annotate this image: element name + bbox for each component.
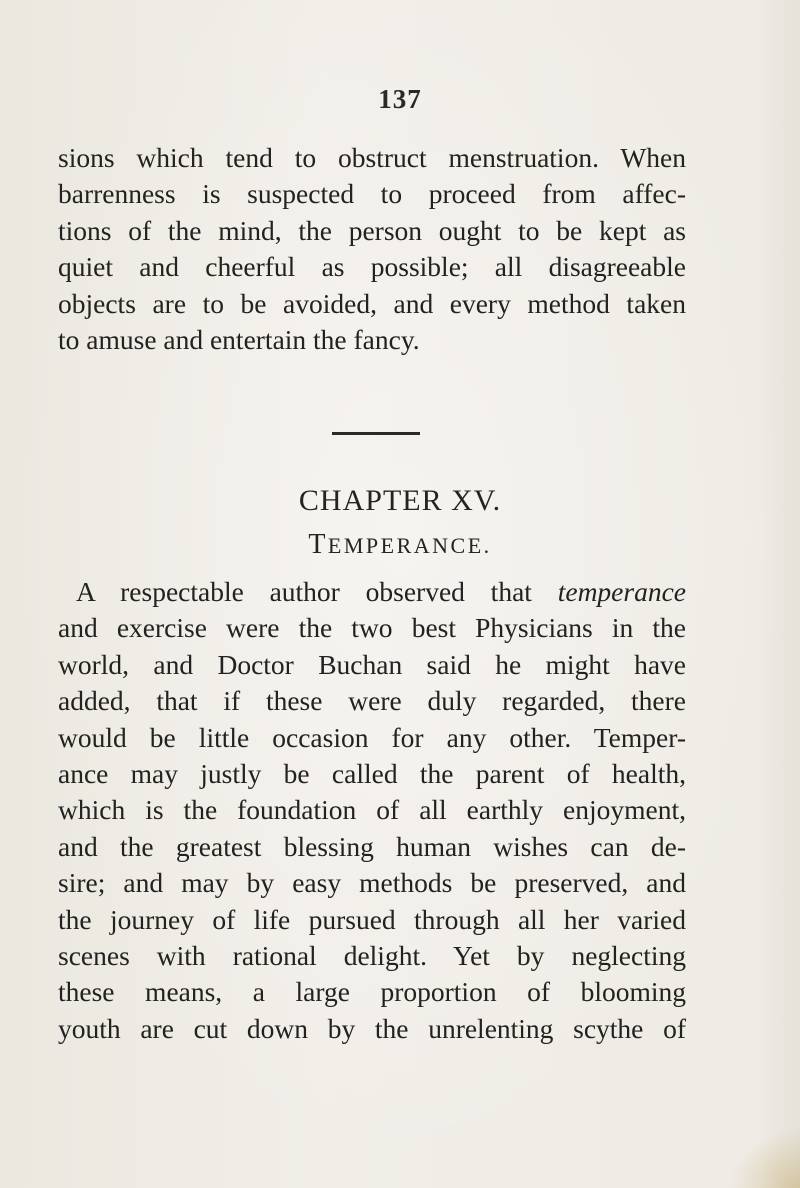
text-line: and exercise were the two best Physicians in the bbox=[58, 612, 686, 644]
continued-paragraph bbox=[58, 140, 686, 358]
text-line: tions of the mind, the person ought to be kept as bbox=[58, 214, 686, 246]
text-line-start: A respectable author observed that bbox=[76, 576, 558, 607]
text-line: the journey of life pursued through all her varied bbox=[58, 903, 686, 935]
text-line: youth are cut down by the unrelenting scythe of bbox=[58, 1012, 686, 1044]
text-line: would be little occasion for any other. Temper- bbox=[58, 721, 686, 753]
text-line: sions which tend to obstruct menstruation. When bbox=[58, 142, 686, 173]
text-line: sire; and may by easy methods be preserved, and bbox=[58, 867, 686, 899]
chapter-title: CHAPTER XV. bbox=[298, 484, 502, 517]
text-line: and the greatest blessing human wishes can de- bbox=[58, 830, 686, 862]
text-line: barrenness is suspected to proceed from affec- bbox=[58, 178, 686, 210]
text-line: ance may justly be called the parent of health, bbox=[58, 758, 686, 790]
section-title bbox=[0, 529, 800, 561]
page-number: 137 bbox=[378, 84, 422, 114]
section-title-rest: EMPERANCE. bbox=[327, 533, 492, 558]
text-line: to amuse and entertain the fancy. bbox=[58, 324, 420, 356]
temperance-paragraph bbox=[58, 574, 686, 1047]
text-line: objects are to be avoided, and every method taken bbox=[58, 287, 686, 319]
text-line: world, and Doctor Buchan said he might have bbox=[58, 648, 686, 680]
text-line-first bbox=[58, 574, 686, 610]
text-line: these means, a large proportion of blooming bbox=[58, 976, 686, 1008]
section-divider bbox=[332, 432, 420, 435]
page-edge-shadow bbox=[760, 0, 800, 1188]
text-line: which is the foundation of all earthly enjoyment, bbox=[58, 794, 686, 826]
text-line: scenes with rational delight. Yet by neglecting bbox=[58, 940, 686, 972]
text-line: added, that if these were duly regarded, there bbox=[58, 685, 686, 717]
page-corner-stain bbox=[730, 1128, 800, 1188]
text-line: quiet and cheerful as possible; all disagreeable bbox=[58, 251, 686, 283]
italic-term: temperance bbox=[557, 576, 686, 607]
section-title-initial: T bbox=[308, 529, 328, 560]
